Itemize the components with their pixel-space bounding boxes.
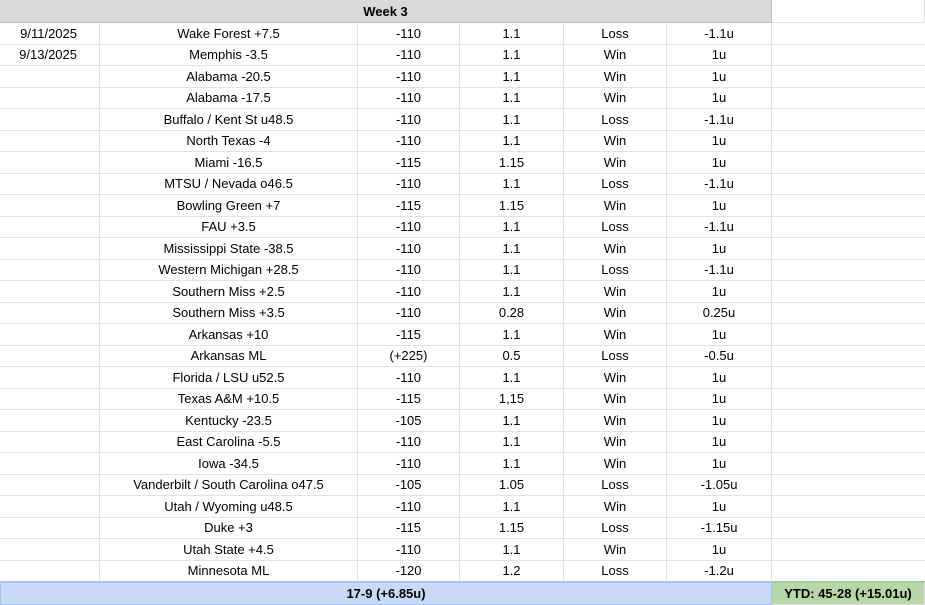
units-cell[interactable]: 1u	[667, 389, 772, 411]
units-cell[interactable]: -1.1u	[667, 260, 772, 282]
risk-cell[interactable]: 1.05	[460, 475, 564, 497]
empty-cell[interactable]	[772, 367, 925, 389]
units-cell[interactable]: -1.2u	[667, 561, 772, 583]
odds-cell[interactable]: -110	[358, 66, 460, 88]
table-row	[0, 131, 925, 153]
date-cell[interactable]	[0, 281, 100, 303]
empty-cell[interactable]	[772, 66, 925, 88]
empty-cell[interactable]	[772, 0, 925, 23]
result-cell[interactable]: Loss	[564, 260, 667, 282]
units-cell[interactable]: 1u	[667, 131, 772, 153]
units-cell[interactable]: 1u	[667, 45, 772, 67]
summary-row	[0, 581, 925, 605]
risk-cell[interactable]: 1.1	[460, 66, 564, 88]
empty-cell[interactable]	[772, 453, 925, 475]
odds-cell[interactable]: -110	[358, 174, 460, 196]
table-row	[0, 174, 925, 196]
result-cell[interactable]: Win	[564, 453, 667, 475]
risk-cell[interactable]: 1.1	[460, 23, 564, 45]
table-row	[0, 66, 925, 88]
result-cell[interactable]: Win	[564, 152, 667, 174]
result-cell[interactable]: Win	[564, 281, 667, 303]
risk-cell[interactable]: 1.1	[460, 539, 564, 561]
result-cell[interactable]: Win	[564, 367, 667, 389]
pick-cell[interactable]: Vanderbilt / South Carolina o47.5	[100, 475, 358, 497]
table-row	[0, 367, 925, 389]
units-cell[interactable]: 1u	[667, 496, 772, 518]
units-cell[interactable]: 1u	[667, 539, 772, 561]
date-cell[interactable]: 9/11/2025	[0, 23, 100, 45]
odds-cell[interactable]: -105	[358, 475, 460, 497]
risk-cell[interactable]: 1.1	[460, 453, 564, 475]
odds-cell[interactable]: -110	[358, 539, 460, 561]
table-row	[0, 539, 925, 561]
table-row	[0, 23, 925, 45]
empty-cell[interactable]	[772, 195, 925, 217]
result-cell[interactable]: Win	[564, 389, 667, 411]
empty-cell[interactable]	[772, 432, 925, 454]
risk-cell[interactable]: 0.5	[460, 346, 564, 368]
table-row	[0, 389, 925, 411]
date-cell[interactable]	[0, 303, 100, 325]
empty-cell[interactable]	[772, 238, 925, 260]
pick-cell[interactable]: Kentucky -23.5	[100, 410, 358, 432]
odds-cell[interactable]: -110	[358, 303, 460, 325]
table-row	[0, 217, 925, 239]
result-cell[interactable]: Win	[564, 539, 667, 561]
pick-cell[interactable]: Miami -16.5	[100, 152, 358, 174]
pick-cell[interactable]: Southern Miss +3.5	[100, 303, 358, 325]
date-cell[interactable]	[0, 346, 100, 368]
date-cell[interactable]	[0, 561, 100, 583]
risk-cell[interactable]: 1.1	[460, 432, 564, 454]
units-cell[interactable]: -1.15u	[667, 518, 772, 540]
empty-cell[interactable]	[772, 88, 925, 110]
result-cell[interactable]: Win	[564, 88, 667, 110]
risk-cell[interactable]: 0.28	[460, 303, 564, 325]
risk-cell[interactable]: 1.1	[460, 410, 564, 432]
date-cell[interactable]	[0, 367, 100, 389]
result-cell[interactable]: Loss	[564, 174, 667, 196]
result-cell[interactable]: Win	[564, 324, 667, 346]
empty-cell[interactable]	[772, 281, 925, 303]
table-row	[0, 109, 925, 131]
odds-cell[interactable]: -115	[358, 324, 460, 346]
date-cell[interactable]	[0, 238, 100, 260]
date-cell[interactable]	[0, 539, 100, 561]
table-row	[0, 518, 925, 540]
odds-cell[interactable]: -120	[358, 561, 460, 583]
risk-cell[interactable]: 1.1	[460, 260, 564, 282]
date-cell[interactable]	[0, 432, 100, 454]
pick-cell[interactable]: Western Michigan +28.5	[100, 260, 358, 282]
risk-cell[interactable]: 1.1	[460, 496, 564, 518]
table-row	[0, 260, 925, 282]
odds-cell[interactable]: -105	[358, 410, 460, 432]
units-cell[interactable]: -1.1u	[667, 109, 772, 131]
units-cell[interactable]: 1u	[667, 367, 772, 389]
result-cell[interactable]: Win	[564, 410, 667, 432]
date-cell[interactable]	[0, 475, 100, 497]
date-cell[interactable]	[0, 174, 100, 196]
empty-cell[interactable]	[772, 346, 925, 368]
empty-cell[interactable]	[772, 109, 925, 131]
pick-cell[interactable]: Utah State +4.5	[100, 539, 358, 561]
date-cell[interactable]	[0, 217, 100, 239]
table-row	[0, 561, 925, 583]
pick-cell[interactable]: Florida / LSU u52.5	[100, 367, 358, 389]
date-cell[interactable]	[0, 389, 100, 411]
units-cell[interactable]: 1u	[667, 195, 772, 217]
odds-cell[interactable]: -110	[358, 432, 460, 454]
units-cell[interactable]: 1u	[667, 281, 772, 303]
pick-cell[interactable]: Wake Forest +7.5	[100, 23, 358, 45]
risk-cell[interactable]: 1.1	[460, 281, 564, 303]
date-cell[interactable]	[0, 324, 100, 346]
date-cell[interactable]	[0, 453, 100, 475]
odds-cell[interactable]: -110	[358, 367, 460, 389]
table-row	[0, 346, 925, 368]
result-cell[interactable]: Loss	[564, 561, 667, 583]
result-cell[interactable]: Win	[564, 303, 667, 325]
odds-cell[interactable]: -110	[358, 45, 460, 67]
units-cell[interactable]: 1u	[667, 238, 772, 260]
units-cell[interactable]: -1.1u	[667, 217, 772, 239]
odds-cell[interactable]: -110	[358, 131, 460, 153]
empty-cell[interactable]	[772, 389, 925, 411]
result-cell[interactable]: Win	[564, 45, 667, 67]
result-cell[interactable]: Loss	[564, 217, 667, 239]
risk-cell[interactable]: 1,15	[460, 389, 564, 411]
date-cell[interactable]	[0, 496, 100, 518]
units-cell[interactable]: 0.25u	[667, 303, 772, 325]
pick-cell[interactable]: Memphis -3.5	[100, 45, 358, 67]
table-row	[0, 195, 925, 217]
empty-cell[interactable]	[772, 539, 925, 561]
pick-cell[interactable]: Iowa -34.5	[100, 453, 358, 475]
odds-cell[interactable]: -115	[358, 518, 460, 540]
empty-cell[interactable]	[772, 561, 925, 583]
units-cell[interactable]: 1u	[667, 66, 772, 88]
odds-cell[interactable]: -110	[358, 217, 460, 239]
pick-cell[interactable]: FAU +3.5	[100, 217, 358, 239]
empty-cell[interactable]	[772, 475, 925, 497]
result-cell[interactable]: Win	[564, 195, 667, 217]
risk-cell[interactable]: 1.1	[460, 88, 564, 110]
pick-cell[interactable]: Bowling Green +7	[100, 195, 358, 217]
risk-cell[interactable]: 1.15	[460, 195, 564, 217]
units-cell[interactable]: -1.05u	[667, 475, 772, 497]
empty-cell[interactable]	[772, 260, 925, 282]
empty-cell[interactable]	[772, 131, 925, 153]
risk-cell[interactable]: 1.1	[460, 324, 564, 346]
odds-cell[interactable]: (+225)	[358, 346, 460, 368]
risk-cell[interactable]: 1.1	[460, 131, 564, 153]
table-row	[0, 88, 925, 110]
units-cell[interactable]: 1u	[667, 432, 772, 454]
result-cell[interactable]: Loss	[564, 475, 667, 497]
result-cell[interactable]: Loss	[564, 518, 667, 540]
odds-cell[interactable]: -110	[358, 109, 460, 131]
table-row	[0, 152, 925, 174]
odds-cell[interactable]: -110	[358, 23, 460, 45]
pick-cell[interactable]: Texas A&M +10.5	[100, 389, 358, 411]
table-row	[0, 475, 925, 497]
pick-cell[interactable]: East Carolina -5.5	[100, 432, 358, 454]
units-cell[interactable]: -0.5u	[667, 346, 772, 368]
date-cell[interactable]	[0, 195, 100, 217]
risk-cell[interactable]: 1.1	[460, 367, 564, 389]
pick-cell[interactable]: Buffalo / Kent St u48.5	[100, 109, 358, 131]
date-cell[interactable]: 9/13/2025	[0, 45, 100, 67]
pick-cell[interactable]: Utah / Wyoming u48.5	[100, 496, 358, 518]
pick-cell[interactable]: North Texas -4	[100, 131, 358, 153]
ytd-summary-cell[interactable]: YTD: 45-28 (+15.01u)	[772, 581, 925, 605]
units-cell[interactable]: 1u	[667, 152, 772, 174]
table-row	[0, 45, 925, 67]
units-cell[interactable]: 1u	[667, 410, 772, 432]
odds-cell[interactable]: -110	[358, 453, 460, 475]
table-row	[0, 496, 925, 518]
date-cell[interactable]	[0, 66, 100, 88]
pick-cell[interactable]: Duke +3	[100, 518, 358, 540]
date-cell[interactable]	[0, 518, 100, 540]
odds-cell[interactable]: -110	[358, 281, 460, 303]
units-cell[interactable]: -1.1u	[667, 23, 772, 45]
result-cell[interactable]: Loss	[564, 109, 667, 131]
result-cell[interactable]: Win	[564, 432, 667, 454]
odds-cell[interactable]: -115	[358, 195, 460, 217]
table-row	[0, 410, 925, 432]
date-cell[interactable]	[0, 109, 100, 131]
pick-cell[interactable]: Minnesota ML	[100, 561, 358, 583]
risk-cell[interactable]: 1.1	[460, 217, 564, 239]
empty-cell[interactable]	[772, 518, 925, 540]
odds-cell[interactable]: -115	[358, 152, 460, 174]
pick-cell[interactable]: MTSU / Nevada o46.5	[100, 174, 358, 196]
odds-cell[interactable]: -110	[358, 496, 460, 518]
empty-cell[interactable]	[772, 23, 925, 45]
table-row	[0, 303, 925, 325]
risk-cell[interactable]: 1.15	[460, 152, 564, 174]
result-cell[interactable]: Win	[564, 131, 667, 153]
date-cell[interactable]	[0, 131, 100, 153]
result-cell[interactable]: Loss	[564, 23, 667, 45]
empty-cell[interactable]	[772, 152, 925, 174]
table-row	[0, 432, 925, 454]
odds-cell[interactable]: -115	[358, 389, 460, 411]
risk-cell[interactable]: 1.1	[460, 238, 564, 260]
risk-cell[interactable]: 1.2	[460, 561, 564, 583]
empty-cell[interactable]	[772, 324, 925, 346]
risk-cell[interactable]: 1.1	[460, 174, 564, 196]
date-cell[interactable]	[0, 152, 100, 174]
odds-cell[interactable]: -110	[358, 238, 460, 260]
pick-cell[interactable]: Arkansas ML	[100, 346, 358, 368]
result-cell[interactable]: Loss	[564, 346, 667, 368]
week-header-row	[0, 0, 925, 23]
empty-cell[interactable]	[772, 174, 925, 196]
units-cell[interactable]: 1u	[667, 453, 772, 475]
units-cell[interactable]: 1u	[667, 324, 772, 346]
table-row	[0, 453, 925, 475]
pick-cell[interactable]: Southern Miss +2.5	[100, 281, 358, 303]
week-summary-cell[interactable]: 17-9 (+6.85u)	[0, 581, 772, 605]
date-cell[interactable]	[0, 410, 100, 432]
date-cell[interactable]	[0, 260, 100, 282]
empty-cell[interactable]	[772, 217, 925, 239]
risk-cell[interactable]: 1.1	[460, 45, 564, 67]
pick-cell[interactable]: Alabama -17.5	[100, 88, 358, 110]
week-title-cell[interactable]: Week 3	[0, 0, 772, 23]
table-row	[0, 238, 925, 260]
pick-cell[interactable]: Mississippi State -38.5	[100, 238, 358, 260]
result-cell[interactable]: Win	[564, 66, 667, 88]
empty-cell[interactable]	[772, 303, 925, 325]
odds-cell[interactable]: -110	[358, 260, 460, 282]
table-row	[0, 324, 925, 346]
pick-cell[interactable]: Arkansas +10	[100, 324, 358, 346]
risk-cell[interactable]: 1.15	[460, 518, 564, 540]
pick-cell[interactable]: Alabama -20.5	[100, 66, 358, 88]
result-cell[interactable]: Win	[564, 496, 667, 518]
empty-cell[interactable]	[772, 410, 925, 432]
date-cell[interactable]	[0, 88, 100, 110]
odds-cell[interactable]: -110	[358, 88, 460, 110]
table-row	[0, 281, 925, 303]
units-cell[interactable]: -1.1u	[667, 174, 772, 196]
risk-cell[interactable]: 1.1	[460, 109, 564, 131]
result-cell[interactable]: Win	[564, 238, 667, 260]
empty-cell[interactable]	[772, 45, 925, 67]
empty-cell[interactable]	[772, 496, 925, 518]
units-cell[interactable]: 1u	[667, 88, 772, 110]
